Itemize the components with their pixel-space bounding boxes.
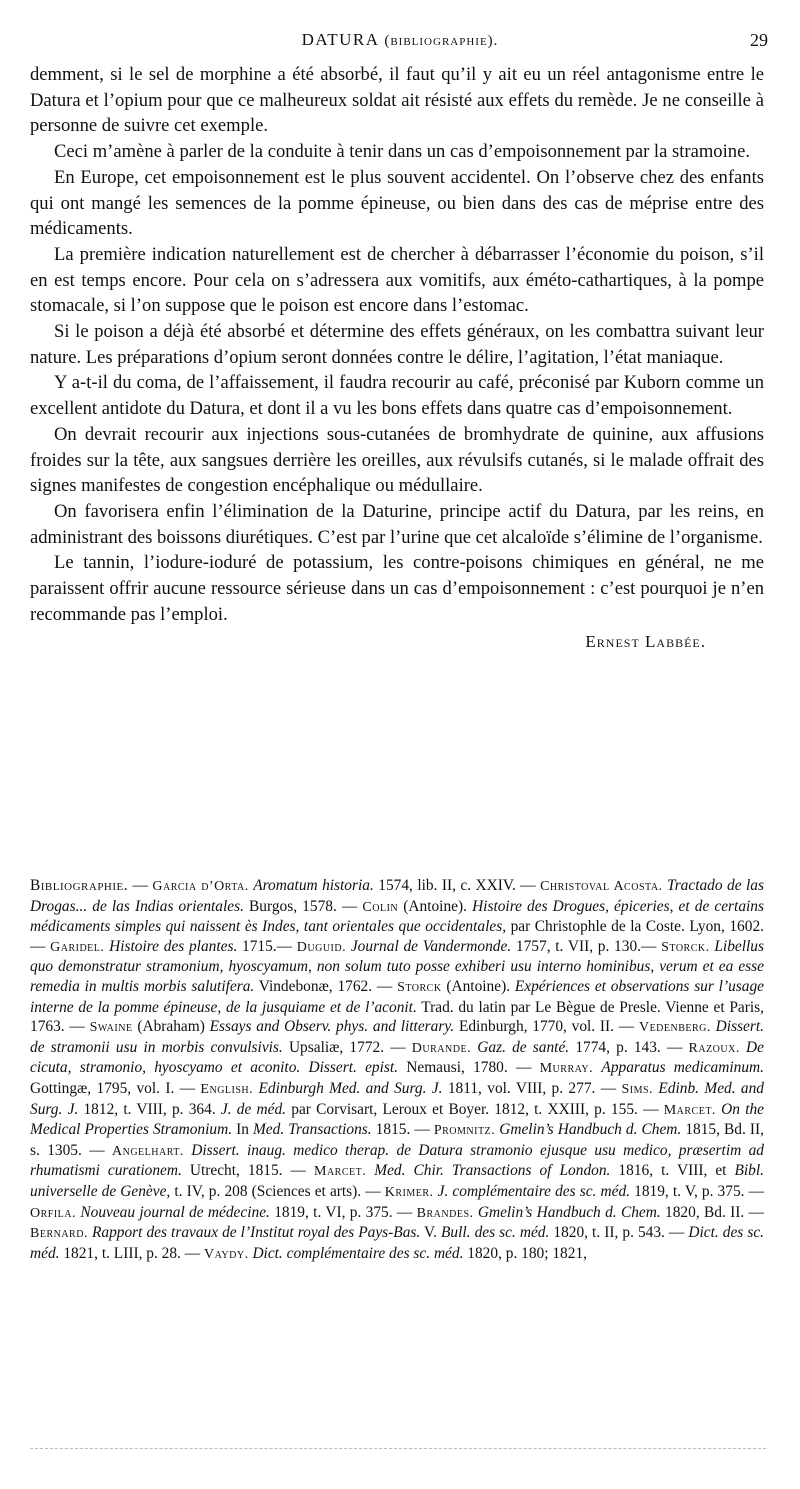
paragraph: En Europe, cet empoisonnement est le plus souvent accidentel. On l’observe chez des enfants qui ont mangé les semences de la pomme épineuse, ou bien dans des cas de méprise entre des médicaments. [30, 166, 764, 240]
bibliography-author: Durande. [411, 1040, 472, 1056]
bibliography-text: 1815, Bd. II, s. 1305. — [30, 1121, 764, 1159]
bibliography-author: Angelhart. [111, 1143, 184, 1159]
bibliography-author: Swaine [89, 1020, 133, 1036]
bibliography-text: (Antoine). [441, 977, 515, 995]
running-title [30, 30, 770, 50]
author-signature: Ernest Labbée. [585, 632, 706, 652]
bibliography-work-title: On the Medical Properties Stramonium. [30, 1100, 765, 1139]
bibliography-text: 1816, t. VIII, et [610, 1162, 735, 1180]
bibliography-text: (Antoine). [398, 897, 473, 915]
bibliography-work-title: Dict. complémentaire des sc. méd. [252, 1244, 464, 1262]
bibliography-author: Garcia d’Orta. [152, 879, 249, 894]
bibliography-text: Gottingæ, 1795, vol. I. — [30, 1079, 201, 1097]
header-subtitle: (bibliographie). [384, 33, 499, 49]
bibliography-text: Burgos, 1578. — [243, 897, 363, 915]
paragraph: Le tannin, l’iodure-ioduré de potassium, les contre-poisons chimiques en général, ne me paraissent offrir aucune ressource sérieuse dans un cas d’empoisonnement : c’est pourquoi je n’en recommande pas l’emploi. [30, 552, 764, 625]
bibliography-work-title: Gmelin’s Handbuch d. Chem. [499, 1121, 682, 1139]
bibliography-work-title: Expériences et observations sur l’usage interne de la pomme épineuse, de la jusquiame et de l’aconit. [30, 977, 764, 1016]
paragraph: Ceci m’amène à parler de la conduite à tenir dans un cas d’empoisonnement par la stramoine. [54, 141, 750, 163]
bibliography-author: Vaydy. [203, 1246, 249, 1262]
bibliography-work-title: De cicuta, stramonio, hyoscyamo et aconito. Dissert. epist. [30, 1038, 764, 1077]
bibliography-text: 1815. — [371, 1121, 434, 1139]
bibliography-text: 1757, t. VII, p. 130.— [511, 937, 662, 955]
bibliography-text: Nemausi, 1780. — [398, 1059, 540, 1077]
bibliography-work-title: Med. Chir. Transactions of London. [374, 1162, 611, 1180]
bibliography-work-title: Apparatus medicaminum. [601, 1059, 764, 1077]
bibliography-text: 1820, Bd. II. — [660, 1203, 764, 1221]
bibliography-work-title: J. de méd. [220, 1100, 287, 1118]
bibliography-text: (Abraham) [132, 1018, 210, 1036]
bibliography-text: — [132, 877, 153, 894]
bibliography-work-title: Bibl. universelle de Genève, [30, 1162, 764, 1200]
footer-rule [30, 1448, 766, 1449]
bibliography-text: Trad. du latin par Le Bègue de Presle. Vienne et Paris, 1763. — [30, 998, 764, 1036]
bibliography-text: Edinburgh, 1770, vol. II. — [454, 1018, 639, 1036]
bibliography-author: Storck. [661, 939, 710, 955]
bibliography-author: Marcet. [663, 1102, 716, 1118]
bibliography-text: 1811, vol. VIII, p. 277. — [442, 1079, 622, 1097]
bibliography [30, 876, 764, 1264]
bibliography-author: Brandes. [416, 1205, 474, 1221]
bibliography-work-title: Dict. des sc. méd. [30, 1224, 764, 1262]
bibliography-text: 1820, p. 180; 1821, [463, 1244, 587, 1262]
paragraph: On devrait recourir aux injections sous-cutanées de bromhydrate de quinine, aux affusions froides sur la tête, aux sangsues derrière les oreilles, aux révulsifs cutanés, si le malade offrait des signes manifestes de congestion encéphalique ou médullaire. [30, 423, 764, 497]
bibliography-author: Orfila. [30, 1205, 77, 1221]
bibliography-work-title: Histoire des plantes. [109, 937, 238, 955]
bibliography-author: Christoval Acosta. [540, 879, 663, 894]
bibliography-author: Vedenberg. [638, 1020, 711, 1036]
bibliography-author: Marcet. [314, 1164, 367, 1180]
paragraph: On favorisera enfin l’élimination de la Daturine, principe actif du Datura, par les reins, en administrant des boissons diurétiques. C’est par l’urine que cet alcaloïde s’élimine de l’organisme. [30, 500, 764, 548]
bibliography-text: V. [420, 1224, 442, 1242]
bibliography-work-title: Rapport des travaux de l’Institut royal des Pays-Bas. [92, 1224, 421, 1242]
paragraph: Si le poison a déjà été absorbé et détermine des effets généraux, on les combattra suivant leur nature. Les préparations d’opium seront données contre le délire, l’agitation, l’état maniaque. [30, 321, 764, 368]
paragraph: Y a-t-il du coma, de l’affaissement, il faudra recourir au café, préconisé par Kuborn comme un excellent antidote du Datura, et dont il a vu les bons effets dans quatre cas d’empoisonnement. [30, 372, 764, 420]
page-number: 29 [750, 30, 768, 50]
bibliography-work-title: Aromatum historia. [253, 877, 374, 894]
bibliography-author: Duguid. [296, 939, 347, 955]
bibliography-text: 1819, t. VI, p. 375. — [269, 1203, 417, 1221]
bibliography-work-title: Dissert. de stramonii usu in morbis convulsivis. [30, 1018, 764, 1056]
bibliography-work-title: Tractado de las Drogas... de las Indias orientales. [30, 877, 764, 915]
bibliography-author: Garidel. [50, 939, 105, 955]
running-header [30, 30, 770, 58]
bibliography-author: Krimer. [384, 1184, 434, 1200]
bibliography-text: par Christophle de la Coste. Lyon, 1602. — [30, 918, 764, 955]
bibliography-author: Promnitz. [433, 1123, 496, 1139]
bibliography-text: In [232, 1121, 253, 1139]
bibliography-author: Colin [362, 899, 399, 915]
bibliography-work-title: Edinburgh Med. and Surg. J. [258, 1079, 443, 1097]
bibliography-work-title: Edinb. Med. and Surg. J. [30, 1079, 765, 1118]
bibliography-text: 1821, t. LIII, p. 28. — [59, 1244, 204, 1262]
bibliography-text: par Corvisart, Leroux et Boyer. 1812, t. XXIII, p. 155. — [286, 1100, 664, 1118]
bibliography-work-title: Med. Transactions. [252, 1121, 372, 1139]
paragraph: demment, si le sel de morphine a été absorbé, il faut qu’il y ait eu un réel antagonisme entre le Datura et l’opium pour que ce malheureux soldat ait résisté aux effets du remède. Je ne conseille à personne de suivre cet exemple. [30, 64, 764, 137]
bibliography-work-title: Essays and Observ. phys. and litterary. [209, 1018, 455, 1036]
bibliography-author: Bernard. [30, 1226, 88, 1242]
bibliography-text: Utrecht, 1815. — [181, 1162, 314, 1180]
bibliography-text: 1574, lib. II, c. XXIV. — [373, 877, 541, 894]
bibliography-text: 1820, t. II, p. 543. — [549, 1224, 689, 1242]
bibliography-text: 1812, t. VIII, p. 364. [78, 1100, 221, 1118]
bibliography-work-title: J. complémentaire des sc. méd. [437, 1182, 631, 1200]
bibliography-text: Upsaliæ, 1772. — [282, 1038, 412, 1056]
bibliography-work-title: Libellus quo demonstratur stramonium, hyoscyamum, non solum tuto posse exhiberi usu interno hominibus, verum et ea esse remedia in multis morbis salutifera. [30, 937, 764, 995]
bibliography-author: Razoux. [688, 1040, 740, 1056]
bibliography-text: 1715.— [237, 937, 297, 955]
bibliography-work-title: Dissert. inaug. medico therap. de Datura stramonio ejusque usu medico, præsertim ad rhumatismi curationem. [30, 1141, 764, 1180]
bibliography-author: English. [200, 1081, 254, 1097]
bibliography-text: t. IV, p. 208 (Sciences et arts). — [170, 1182, 385, 1200]
bibliography-text: 1774, p. 143. — [569, 1038, 689, 1056]
paragraph: La première indication naturellement est de chercher à débarrasser l’économie du poison, s’il en est temps encore. Pour cela on s’adressera aux vomitifs, aux éméto-cathartiques, à la pompe stomacale, si l’on suppose que le poison est encore dans l’estomac. [30, 243, 764, 317]
bibliography-work-title: Journal de Vandermonde. [350, 937, 512, 955]
bibliography-text: 1819, t. V, p. 375. — [630, 1182, 764, 1200]
bibliography-work-title: Histoire des Drogues, épiceries, et de certains médicaments simples qui naissent ès Indes, tant orientales que occidentales, [30, 897, 764, 936]
bibliography-author: Murray. [539, 1061, 594, 1077]
main-text [30, 62, 764, 655]
bibliography-author: Storck [397, 979, 442, 995]
bibliography-text: Vindebonæ, 1762. — [254, 977, 398, 995]
bibliography-work-title: Bull. des sc. méd. [441, 1224, 550, 1242]
bibliography-work-title: Nouveau journal de médecine. [80, 1203, 270, 1221]
bibliography-work-title: Gaz. de santé. [477, 1038, 570, 1056]
bibliography-work-title: Gmelin’s Handbuch d. Chem. [477, 1203, 661, 1221]
header-title: DATURA [301, 30, 379, 49]
bibliography-label: Bibliographie. [30, 877, 129, 894]
bibliography-author: Sims. [621, 1081, 654, 1097]
